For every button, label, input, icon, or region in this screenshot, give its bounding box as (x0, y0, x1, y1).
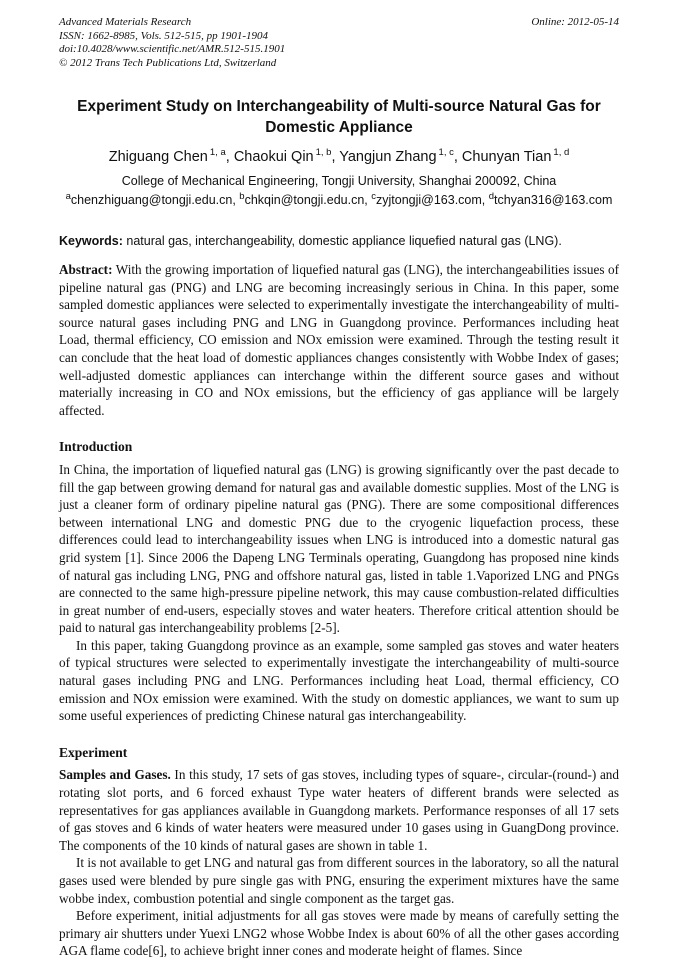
author-separator: , (331, 149, 340, 165)
author-email (239, 190, 372, 207)
journal-header-left (59, 16, 285, 70)
author-affiliation-sup: 1, a (209, 147, 226, 159)
abstract-text: With the growing importation of liquefied natural gas (LNG), the interchangeabilities issues of pipeline natural gas (PNG) and LNG are becoming increasingly serious in China. In this paper, some sampled domestic appliances were selected to experimentally investigate the interchangeability of multi-source natural gases including PNG and LNG in Guangdong province. Performances including heat Load, thermal efficiency, CO emission and NOx emission were examined. Through the testing result it can conclude that the heat load of domestic appliances changes consistently with Wobbe Index of gases; well-adjusted domestic appliances can interchange within the different source gases and without materially increasing in CO and NOx emissions, but the efficiency of gas appliance will be largely affected. (59, 262, 619, 418)
email-separator: , (481, 193, 489, 207)
email-sup: c (371, 190, 376, 202)
author-name: Chunyan Tian (461, 149, 552, 165)
journal-header (59, 16, 619, 70)
author-email (65, 190, 240, 207)
issn-line: ISSN: 1662-8985, Vols. 512-515, pp 1901-1904 (59, 29, 268, 42)
email-separator: , (364, 193, 372, 207)
author-separator: , (453, 149, 462, 165)
email-separator: , (232, 193, 240, 207)
author-separator: , (225, 149, 234, 165)
email-sup: a (65, 190, 71, 202)
author-emails-line (59, 190, 619, 208)
journal-name: Advanced Materials Research (59, 16, 192, 28)
email-sup: b (239, 190, 245, 202)
keywords-label: Keywords: (59, 234, 123, 248)
abstract-paragraph (59, 261, 619, 419)
introduction-paragraph-2: In this paper, taking Guangdong province as an example, some sampled gas stoves and water heaters of typical structures were selected to experimentally investigate the interchangeability of multi-source natural gases including PNG and LNG. Performances including heat Load, thermal efficiency, CO emission and NOx emission were examined. With the study on domestic appliances, we want to sum up some useful experiences of predicting Chinese natural gas interchangeability. (59, 637, 619, 724)
samples-and-gases-label: Samples and Gases. (59, 767, 171, 783)
author-affiliation-sup: 1, d (553, 147, 570, 159)
author-affiliation-sup: 1, b (315, 147, 332, 159)
section-heading-introduction: Introduction (59, 439, 133, 455)
experiment-paragraph-1-text: In this study, 17 sets of gas stoves, including types of square-, circular-(round-) and rotating slot ports, and 6 forced exhaust Type water heaters of different brands were selected as representatives for gas appliances available in Guangdong markets. Performance responses of all 17 sets of gas stoves and 6 kinds of water heaters were measured under 10 gases using in GuangDong province. The components of the 10 kinds of natural gases are shown in table 1. (59, 767, 619, 853)
online-date: Online: 2012-05-14 (531, 16, 619, 28)
experiment-paragraph-2: It is not available to get LNG and natural gas from different sources in the laboratory, so all the natural gases used were blended by pure single gas with PNG, ensuring the experiment mixtures have the same wobbe index, combustion potential and single component as the target gas. (59, 855, 619, 906)
keywords-line (59, 233, 619, 249)
author-email (371, 190, 489, 207)
email-text: zyjtongji@163.com (376, 193, 482, 207)
author-name: Yangjun Zhang (339, 149, 437, 165)
author (234, 149, 339, 165)
author-affiliation-sup: 1, c (438, 147, 454, 159)
email-sup: d (488, 190, 495, 202)
section-heading-experiment: Experiment (59, 744, 128, 760)
author-name: Zhiguang Chen (108, 149, 208, 165)
affiliation-line: College of Mechanical Engineering, Tongji University, Shanghai 200092, China (121, 174, 557, 188)
introduction-paragraph-1: In China, the importation of liquefied natural gas (LNG) is growing significantly over the past decade to fill the gap between growing demand for natural gas and available domestic supplies. Most of the LNG is just a cleaner form of ordinary pipeline natural gas (PNG). There are some compositional differences between international LNG and domestic PNG due to the cryogenic liquefaction process, these differences could lead to interchangeability issues when LNG is introduced into a domestic natural gas grid system [1]. Since 2006 the Dapeng LNG Terminals operating, Guangdong has proposed nine kinds of natural gas including LNG, PNG and offshore natural gas, listed in table 1.Vaporized LNG and PNGs are connected to the same high-pressure pipeline network, this may cause combustion-related difficulties in great number of end-users, especially stoves and water heaters. Therefore critical attention should be paid to natural gas interchangeability problems [2-5]. (59, 461, 619, 636)
copyright-line: © 2012 Trans Tech Publications Ltd, Switzerland (59, 56, 277, 69)
keywords-text: natural gas, interchangeability, domestic appliance liquefied natural gas (LNG). (126, 234, 562, 248)
author (462, 149, 569, 165)
author-name: Chaokui Qin (233, 149, 314, 165)
authors-line (59, 148, 619, 166)
experiment-paragraph-3: Before experiment, initial adjustments for all gas stoves were made by means of carefully setting the primary air shutters under Yuexi LNG2 whose Wobbe Index is about 60% of all the other gases according AGA flame code[6], to achieve bright inner cones and moderate height of flames. Since (59, 908, 619, 959)
author (109, 149, 234, 165)
doi-line: doi:10.4028/www.scientific.net/AMR.512-515.1901 (59, 43, 286, 55)
email-text: tchyan316@163.com (494, 193, 613, 207)
author-email (488, 190, 613, 207)
abstract-label: Abstract: (59, 262, 113, 277)
email-text: chkqin@tongji.edu.cn (244, 193, 365, 207)
author (339, 149, 462, 165)
email-text: chenzhiguang@tongji.edu.cn (70, 193, 233, 207)
experiment-paragraph-1 (59, 766, 619, 854)
paper-title: Experiment Study on Interchangeability of Multi-source Natural Gas for Domestic Appliance (77, 98, 601, 136)
